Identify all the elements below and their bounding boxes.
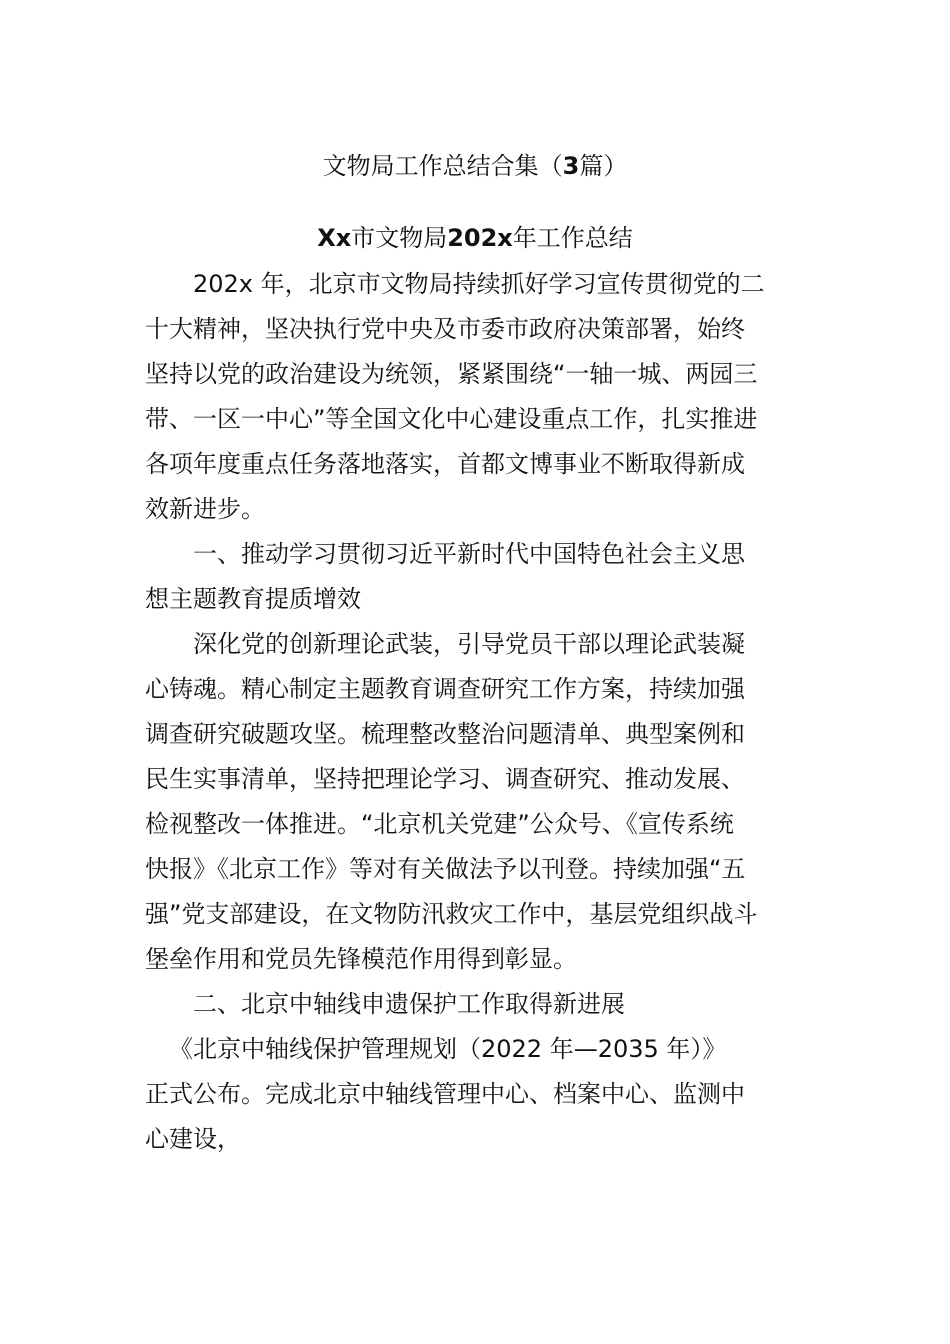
- text-line: 强”党支部建设，在文物防汛救灾工作中，基层党组织战斗: [145, 900, 758, 928]
- text-line: 效新进步。: [145, 495, 265, 523]
- title-prefix: 文物局工作总结合集（: [322, 152, 563, 180]
- text-line: 一、推动学习贯彻习近平新时代中国特色社会主义思: [193, 540, 745, 568]
- text-line: 正式公布。完成北京中轴线管理中心、档案中心、监测中: [145, 1080, 745, 1108]
- text-line: 坚持以党的政治建设为统领，紧紧围绕“一轴一城、两园三: [145, 360, 758, 388]
- text-line: 《北京中轴线保护管理规划（2022 年—2035 年）》: [169, 1035, 727, 1063]
- text-line: 快报》《北京工作》等对有关做法予以刊登。持续加强“五: [145, 855, 746, 883]
- heading-section-1: [145, 532, 807, 622]
- text-line: 带、一区一中心”等全国文化中心建设重点工作，扎实推进: [145, 405, 758, 433]
- text-line: 各项年度重点任务落地落实，首都文博事业不断取得新成: [145, 450, 745, 478]
- text-line: 调查研究破题攻坚。梳理整改整治问题清单、典型案例和: [145, 720, 745, 748]
- text-line: 十大精神，坚决执行党中央及市委市政府决策部署，始终: [145, 315, 745, 343]
- text-line: 民生实事清单，坚持把理论学习、调查研究、推动发展、: [145, 765, 745, 793]
- subtitle-suffix: 年工作总结: [512, 224, 633, 252]
- title-suffix: 篇）: [579, 152, 628, 180]
- text-line: 检视整改一体推进。“北京机关党建”公众号、《宣传系统: [145, 810, 734, 838]
- text-line: 二、北京中轴线申遗保护工作取得新进展: [193, 990, 625, 1018]
- paragraph-section-2: [145, 1027, 807, 1162]
- subtitle-mid: 市文物局: [351, 224, 448, 252]
- subtitle-prefix: Xx: [317, 224, 352, 252]
- section-title: [0, 218, 950, 258]
- text-line: 深化党的创新理论武装，引导党员干部以理论武装凝: [193, 630, 745, 658]
- text-line: 202x 年，北京市文物局持续抓好学习宣传贯彻党的二: [193, 270, 765, 298]
- document-body: [145, 262, 807, 1162]
- text-line: 想主题教育提质增效: [145, 585, 361, 613]
- title-number: 3: [562, 152, 580, 180]
- text-line: 堡垒作用和党员先锋模范作用得到彰显。: [145, 945, 577, 973]
- paragraph-intro: [145, 262, 807, 532]
- heading-section-2: [145, 982, 807, 1027]
- document-title: [0, 146, 950, 186]
- text-line: 心铸魂。精心制定主题教育调查研究工作方案，持续加强: [145, 675, 745, 703]
- subtitle-year: 202x: [447, 224, 513, 252]
- paragraph-section-1: [145, 622, 807, 982]
- text-line: 心建设，: [145, 1125, 241, 1153]
